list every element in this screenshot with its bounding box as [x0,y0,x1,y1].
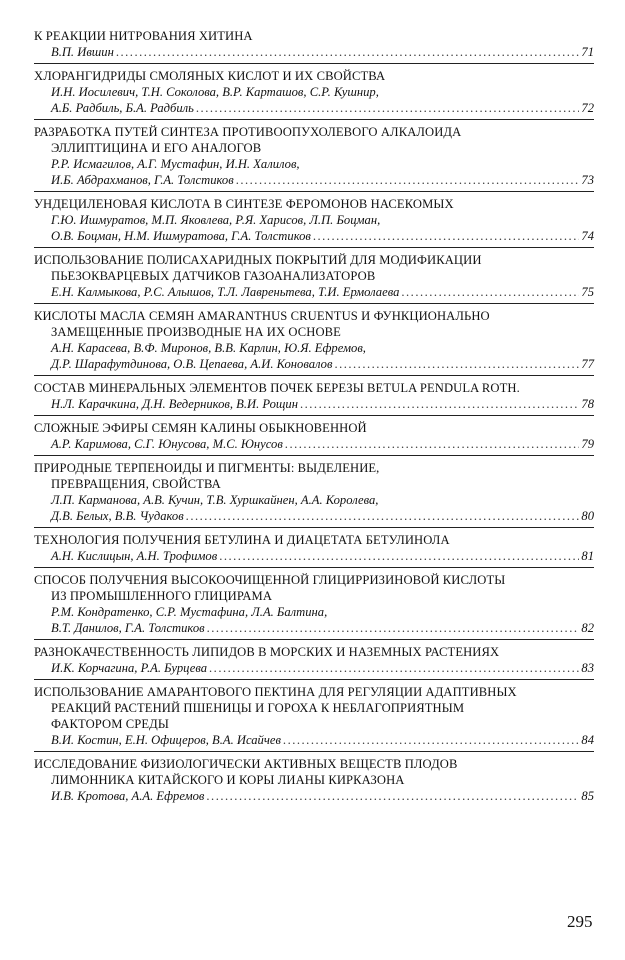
entry-page-number: 73 [581,173,594,187]
toc-entry [34,684,594,752]
entry-authors-line: Е.Н. Калмыкова, Р.С. Алышов, Т.Л. Лавреньтева, Т.И. Ермолаева [51,285,400,299]
entry-title-line: РЕАКЦИЙ РАСТЕНИЙ ПШЕНИЦЫ И ГОРОХА К НЕБЛАГОПРИЯТНЫМ [51,701,465,715]
toc-entry [34,756,594,807]
toc-entry [34,196,594,248]
entry-authors-line: Р.М. Кондратенко, С.Р. Мустафина, Л.А. Балтина, [51,605,328,619]
dot-leader [334,356,579,372]
dot-leader [209,660,579,676]
entry-page-number: 85 [581,789,594,803]
entry-authors-with-page [34,732,594,748]
entry-authors-with-page [34,508,594,524]
entry-authors-line: А.Н. Карасева, В.Ф. Миронов, В.В. Карлин, Ю.Я. Ефремов, [51,341,366,355]
entry-title-line: КИСЛОТЫ МАСЛА СЕМЯН AMARANTHUS CRUENTUS И ФУНКЦИОНАЛЬНО [34,309,490,323]
entry-authors-with-page [34,44,594,60]
entry-authors-with-page [34,100,594,116]
entry-page-number: 72 [581,101,594,115]
toc-entry [34,532,594,568]
entry-title-line: ПЬЕЗОКВАРЦЕВЫХ ДАТЧИКОВ ГАЗОАНАЛИЗАТОРОВ [51,269,376,283]
dot-leader [186,508,580,524]
dot-leader [300,396,579,412]
entry-authors-line: Г.Ю. Ишмуратов, М.П. Яковлева, Р.Я. Харисов, Л.П. Боцман, [51,213,381,227]
entry-authors-with-page [34,660,594,676]
entry-authors-with-page [34,620,594,636]
entry-title-line: ЭЛЛИПТИЦИНА И ЕГО АНАЛОГОВ [51,141,262,155]
entry-title-line: ФАКТОРОМ СРЕДЫ [51,717,169,731]
entry-title-line: СЛОЖНЫЕ ЭФИРЫ СЕМЯН КАЛИНЫ ОБЫКНОВЕННОЙ [34,421,367,435]
toc-entry [34,644,594,680]
entry-authors-with-page [34,436,594,452]
entry-page-number: 77 [581,357,594,371]
dot-leader [313,228,580,244]
toc-entry [34,380,594,416]
entry-page-number: 71 [581,45,594,59]
entry-title-line: УНДЕЦИЛЕНОВАЯ КИСЛОТА В СИНТЕЗЕ ФЕРОМОНОВ НАСЕКОМЫХ [34,197,454,211]
entry-page-number: 80 [581,509,594,523]
entry-page-number: 82 [581,621,594,635]
entry-authors-line: Д.Р. Шарафутдинова, О.В. Цепаева, А.И. Коновалов [51,357,333,371]
entry-authors-line: И.Н. Иосилевич, Т.Н. Соколова, В.Р. Карташов, С.Р. Кушнир, [51,85,379,99]
entry-authors-line: В.Т. Данилов, Г.А. Толстиков [51,621,205,635]
table-of-contents [34,28,594,811]
entry-authors-with-page [34,228,594,244]
entry-title-line: СПОСОБ ПОЛУЧЕНИЯ ВЫСОКООЧИЩЕННОЙ ГЛИЦИРРИЗИНОВОЙ КИСЛОТЫ [34,573,506,587]
page-number: 295 [567,912,593,931]
dot-leader [207,620,580,636]
entry-authors-line: А.Н. Кислицын, А.Н. Трофимов [51,549,218,563]
entry-page-number: 79 [581,437,594,451]
entry-title-line: ЗАМЕЩЕННЫЕ ПРОИЗВОДНЫЕ НА ИХ ОСНОВЕ [51,325,341,339]
entry-title-line: ПРИРОДНЫЕ ТЕРПЕНОИДЫ И ПИГМЕНТЫ: ВЫДЕЛЕНИЕ, [34,461,380,475]
entry-authors-line: И.В. Кротова, А.А. Ефремов [51,789,205,803]
entry-authors-line: А.Б. Радбиль, Б.А. Радбиль [51,101,194,115]
dot-leader [401,284,579,300]
entry-title-line: К РЕАКЦИИ НИТРОВАНИЯ ХИТИНА [34,29,253,43]
entry-title-line: ХЛОРАНГИДРИДЫ СМОЛЯНЫХ КИСЛОТ И ИХ СВОЙСТВА [34,69,386,83]
entry-authors-with-page [34,172,594,188]
entry-title-line: ЛИМОННИКА КИТАЙСКОГО И КОРЫ ЛИАНЫ КИРКАЗОНА [51,773,405,787]
dot-leader [283,732,579,748]
entry-page-number: 83 [581,661,594,675]
toc-entry [34,420,594,456]
entry-title-line: ИССЛЕДОВАНИЕ ФИЗИОЛОГИЧЕСКИ АКТИВНЫХ ВЕЩЕСТВ ПЛОДОВ [34,757,458,771]
toc-entry [34,68,594,120]
entry-authors-line: Л.П. Карманова, А.В. Кучин, Т.В. Хуршкайнен, А.А. Королева, [51,493,379,507]
toc-entry [34,124,594,192]
dot-leader [236,172,580,188]
entry-authors-line: Р.Р. Исмагилов, А.Г. Мустафин, И.Н. Халилов, [51,157,300,171]
entry-title-line: СОСТАВ МИНЕРАЛЬНЫХ ЭЛЕМЕНТОВ ПОЧЕК БЕРЕЗЫ BETULA PENDULA ROTH. [34,381,520,395]
entry-page-number: 78 [581,397,594,411]
toc-entry [34,460,594,528]
entry-title-line: ИСПОЛЬЗОВАНИЕ ПОЛИСАХАРИДНЫХ ПОКРЫТИЙ ДЛЯ МОДИФИКАЦИИ [34,253,482,267]
toc-entry [34,28,594,64]
entry-authors-with-page [34,284,594,300]
entry-title-line: ТЕХНОЛОГИЯ ПОЛУЧЕНИЯ БЕТУЛИНА И ДИАЦЕТАТА БЕТУЛИНОЛА [34,533,450,547]
entry-page-number: 75 [581,285,594,299]
entry-authors-line: Н.Л. Карачкина, Д.Н. Ведерников, В.И. Рощин [51,397,298,411]
dot-leader [285,436,580,452]
entry-authors-line: И.Б. Абдрахманов, Г.А. Толстиков [51,173,234,187]
toc-entry [34,252,594,304]
entry-title-line: РАЗРАБОТКА ПУТЕЙ СИНТЕЗА ПРОТИВООПУХОЛЕВОГО АЛКАЛОИДА [34,125,462,139]
toc-entry [34,308,594,376]
entry-authors-line: О.В. Боцман, Н.М. Ишмуратова, Г.А. Толстиков [51,229,311,243]
dot-leader [219,548,579,564]
entry-title-line: РАЗНОКАЧЕСТВЕННОСТЬ ЛИПИДОВ В МОРСКИХ И НАЗЕМНЫХ РАСТЕНИЯХ [34,645,500,659]
toc-entry [34,572,594,640]
dot-leader [116,44,580,60]
entry-authors-line: В.И. Костин, Е.Н. Офицеров, В.А. Исайчев [51,733,281,747]
entry-authors-line: Д.В. Белых, В.В. Чудаков [51,509,184,523]
entry-title-line: ИСПОЛЬЗОВАНИЕ АМАРАНТОВОГО ПЕКТИНА ДЛЯ РЕГУЛЯЦИИ АДАПТИВНЫХ [34,685,517,699]
entry-page-number: 81 [581,549,594,563]
entry-authors-line: А.Р. Каримова, С.Г. Юнусова, М.С. Юнусов [51,437,283,451]
dot-leader [206,788,579,804]
entry-authors-line: И.К. Корчагина, Р.А. Бурцева [51,661,208,675]
entry-title-line: ИЗ ПРОМЫШЛЕННОГО ГЛИЦИРАМА [51,589,273,603]
entry-authors-with-page [34,356,594,372]
entry-authors-with-page [34,548,594,564]
entry-authors-line: В.П. Ившин [51,45,114,59]
entry-authors-with-page [34,788,594,804]
entry-title-line: ПРЕВРАЩЕНИЯ, СВОЙСТВА [51,477,221,491]
entry-page-number: 84 [581,733,594,747]
dot-leader [196,100,580,116]
entry-page-number: 74 [581,229,594,243]
entry-authors-with-page [34,396,594,412]
